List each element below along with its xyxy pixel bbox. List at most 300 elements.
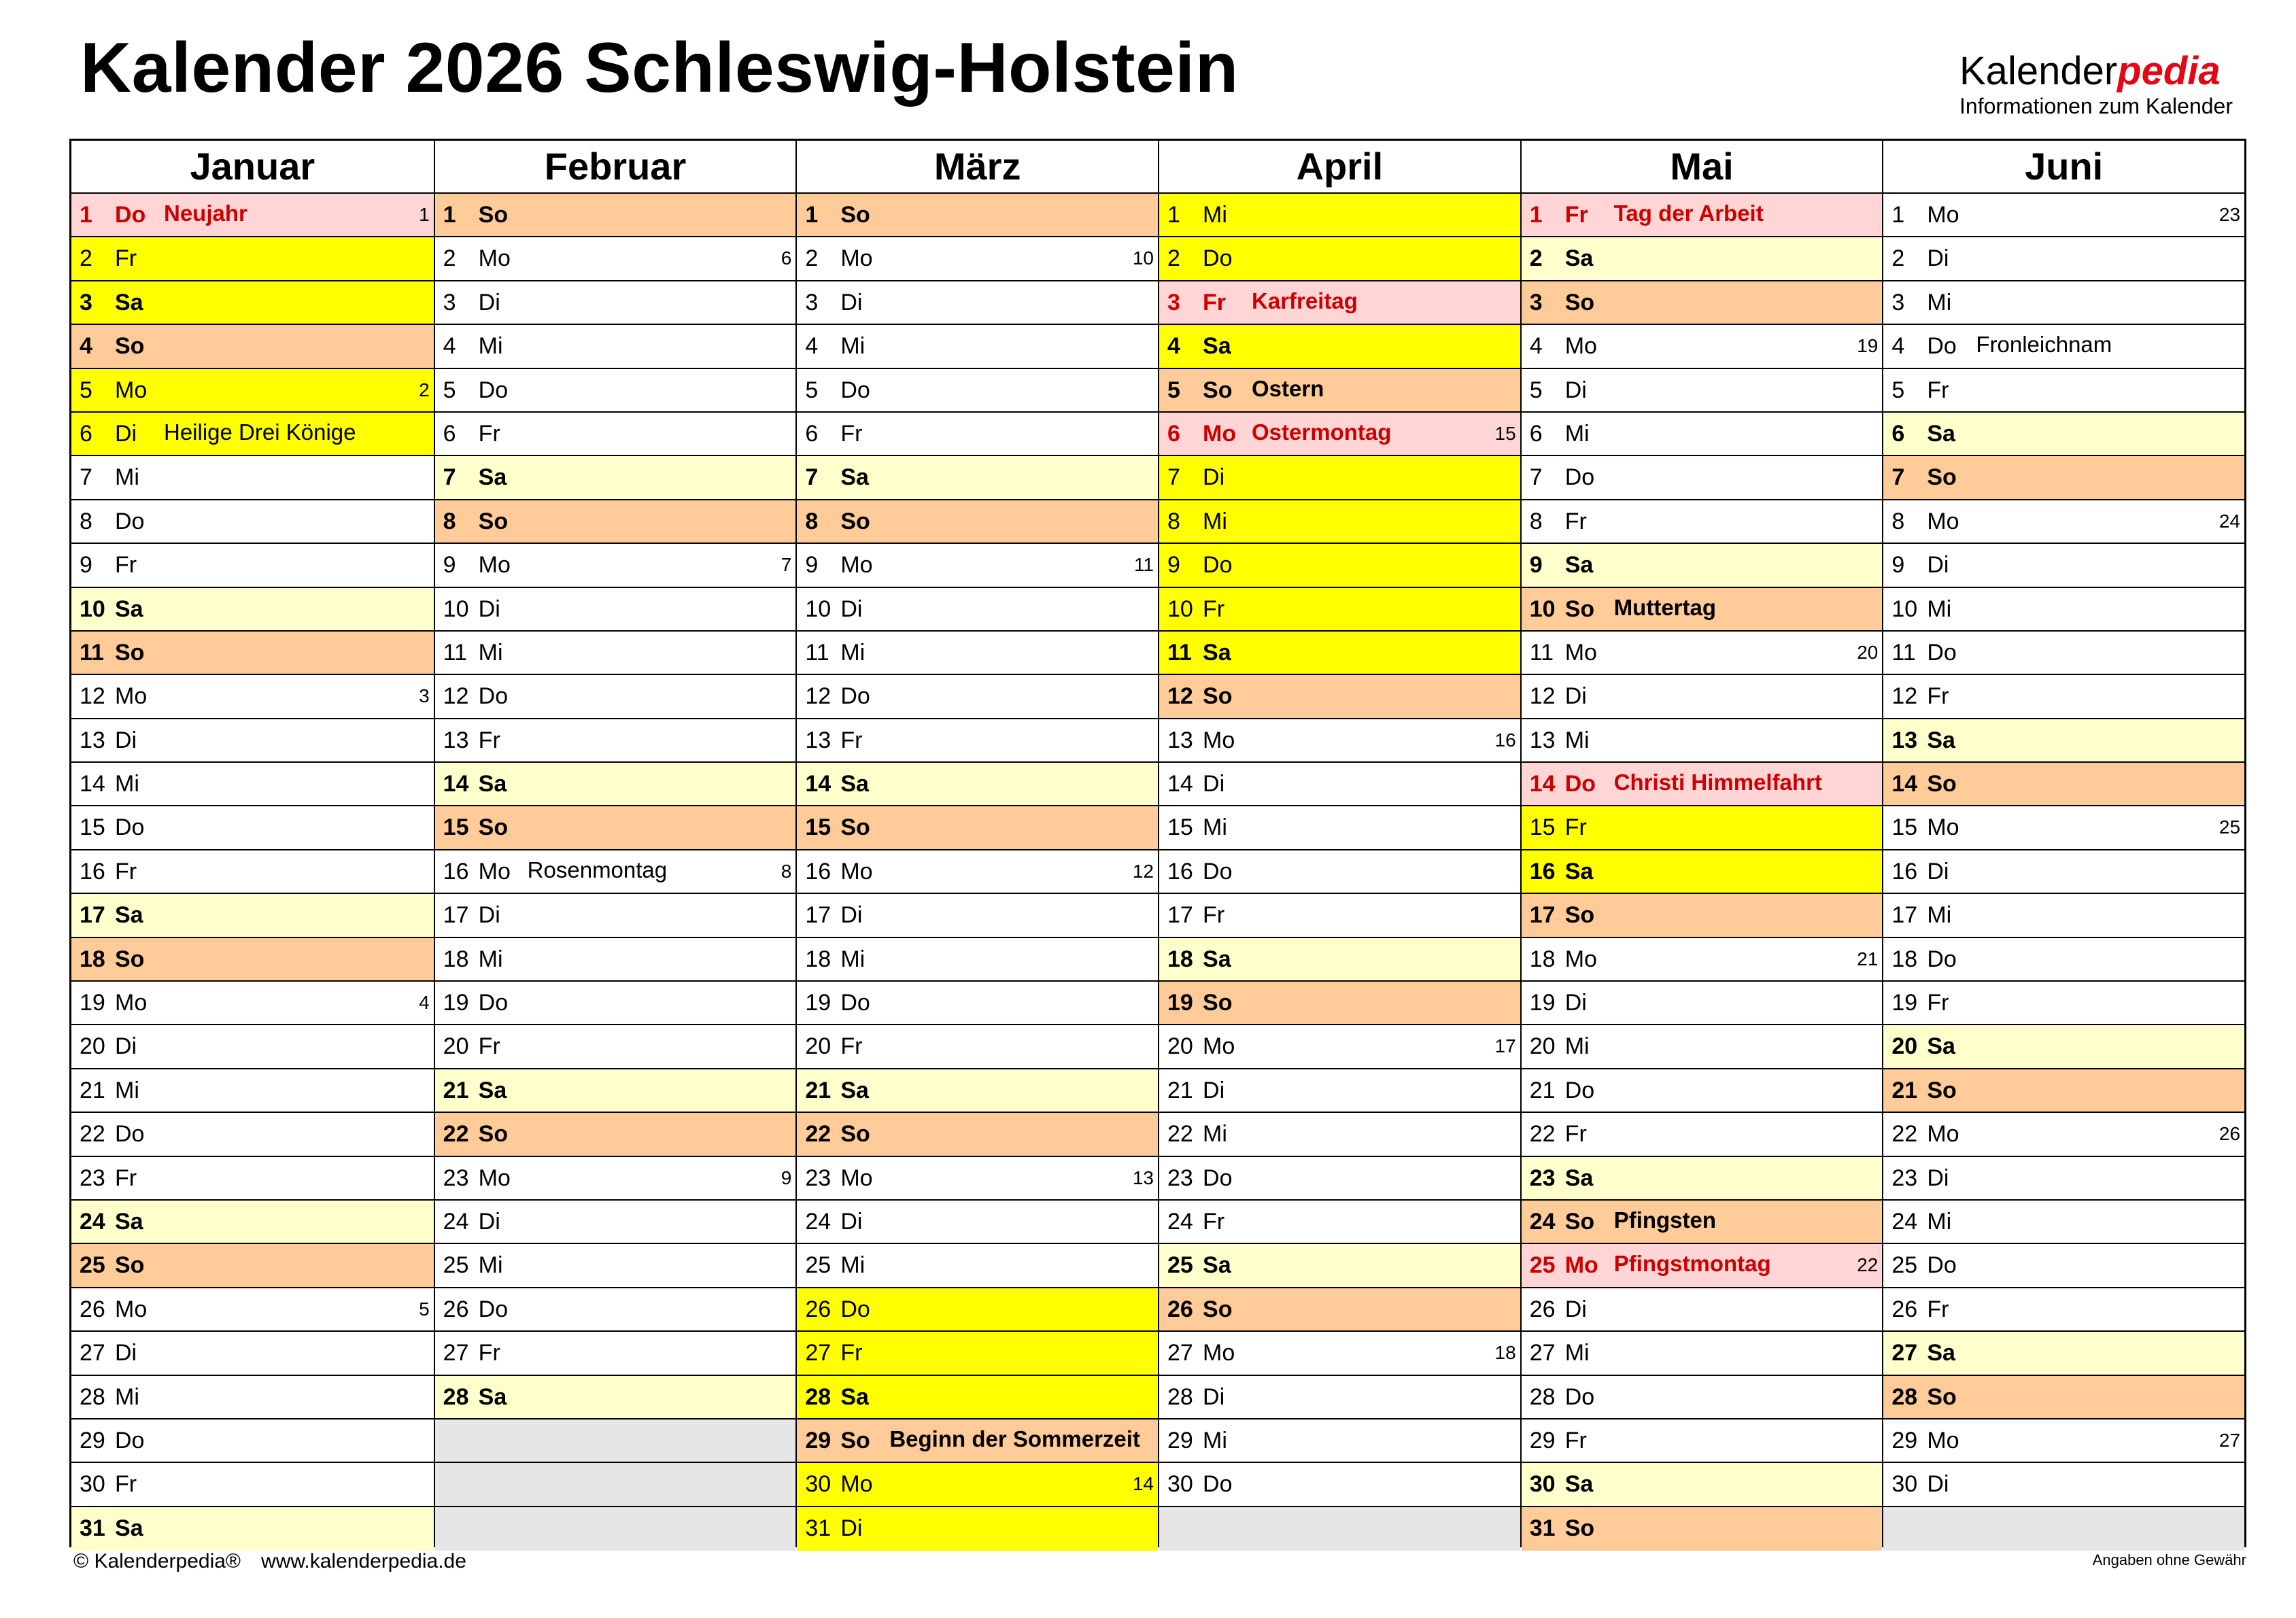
day-cell[interactable] <box>1159 632 1520 675</box>
day-cell[interactable] <box>1522 413 1883 456</box>
day-number: 19 <box>443 990 469 1016</box>
day-cell[interactable] <box>797 281 1158 325</box>
day-cell[interactable] <box>1883 1332 2244 1375</box>
weekday-label: Di <box>478 596 500 622</box>
day-number: 22 <box>1891 1121 1918 1148</box>
day-cell[interactable] <box>1883 938 2244 982</box>
day-cell[interactable] <box>71 456 434 500</box>
day-cell[interactable] <box>71 281 434 325</box>
day-cell[interactable] <box>1159 938 1520 982</box>
day-cell[interactable] <box>435 281 796 325</box>
day-cell[interactable] <box>1883 850 2244 894</box>
day-number: 4 <box>1529 333 1543 360</box>
weekday-label: Di <box>1564 683 1587 710</box>
day-cell[interactable] <box>71 1332 434 1375</box>
day-cell[interactable] <box>1159 982 1520 1025</box>
day-cell[interactable] <box>1883 1157 2244 1201</box>
day-cell[interactable] <box>1883 413 2244 456</box>
weekday-label: So <box>1564 289 1595 315</box>
day-cell[interactable] <box>71 1113 434 1156</box>
weekday-label: Mo <box>478 552 511 579</box>
weekday-label: Di <box>1927 858 1949 884</box>
day-cell[interactable] <box>1159 237 1520 281</box>
day-cell[interactable] <box>797 1288 1158 1332</box>
weekday-label: Di <box>478 289 500 315</box>
day-cell[interactable] <box>435 413 796 456</box>
day-cell[interactable] <box>797 632 1158 675</box>
day-cell[interactable] <box>1883 894 2244 937</box>
day-cell[interactable] <box>71 675 434 719</box>
day-cell[interactable] <box>1883 1069 2244 1113</box>
day-cell[interactable] <box>71 938 434 982</box>
month-header: Mai <box>1522 141 1883 194</box>
day-cell[interactable] <box>71 1201 434 1244</box>
day-cell[interactable] <box>1522 938 1883 982</box>
day-cell[interactable] <box>1522 632 1883 675</box>
day-cell[interactable] <box>797 1507 1158 1551</box>
day-cell[interactable] <box>71 500 434 544</box>
day-cell[interactable] <box>435 1025 796 1069</box>
weekday-label: Fr <box>1203 902 1225 929</box>
weekday-label: Sa <box>1564 1471 1594 1498</box>
day-cell[interactable] <box>1522 281 1883 325</box>
weekday-label: Do <box>1927 946 1957 972</box>
day-cell[interactable] <box>1159 850 1520 894</box>
day-number: 31 <box>1529 1515 1556 1541</box>
day-cell[interactable] <box>435 237 796 281</box>
day-cell[interactable] <box>1522 1332 1883 1375</box>
weekday-label: So <box>1203 990 1233 1016</box>
day-number: 16 <box>443 858 469 884</box>
event-label: Ostern <box>1252 375 1324 401</box>
day-number: 22 <box>80 1121 105 1148</box>
day-number: 27 <box>1167 1340 1193 1366</box>
day-number: 30 <box>80 1471 105 1498</box>
day-cell[interactable] <box>71 237 434 281</box>
day-number: 29 <box>805 1427 832 1453</box>
brand-name-part2: pedia <box>2117 49 2221 93</box>
day-cell[interactable] <box>71 1288 434 1332</box>
brand-logo[interactable] <box>1959 49 2233 118</box>
day-number: 11 <box>1891 639 1916 666</box>
day-cell[interactable] <box>71 894 434 937</box>
day-cell[interactable] <box>435 982 796 1025</box>
weekday-label: Fr <box>115 245 137 272</box>
day-cell[interactable] <box>1159 1113 1520 1156</box>
day-cell[interactable] <box>1883 544 2244 587</box>
day-cell[interactable] <box>1522 237 1883 281</box>
day-number: 6 <box>805 420 819 447</box>
day-cell[interactable] <box>1159 281 1520 325</box>
day-number: 30 <box>1529 1471 1556 1498</box>
day-cell[interactable] <box>1159 1332 1520 1375</box>
day-cell[interactable] <box>797 1113 1158 1156</box>
event-label: Pfingstmontag <box>1613 1251 1771 1277</box>
weekday-label: Mo <box>1927 508 1959 534</box>
day-cell[interactable] <box>1883 588 2244 632</box>
day-number: 15 <box>805 814 832 841</box>
day-cell[interactable] <box>1883 719 2244 763</box>
day-cell[interactable] <box>1522 1069 1883 1113</box>
day-cell[interactable] <box>1522 1025 1883 1069</box>
day-cell[interactable] <box>797 763 1158 806</box>
day-cell[interactable] <box>71 1419 434 1463</box>
day-cell[interactable] <box>1883 1201 2244 1244</box>
weekday-label: Do <box>115 1427 145 1453</box>
day-cell[interactable] <box>1159 763 1520 806</box>
day-cell[interactable] <box>1522 588 1883 632</box>
week-number: 15 <box>1494 422 1516 444</box>
day-cell[interactable] <box>1159 1201 1520 1244</box>
day-cell[interactable] <box>71 719 434 763</box>
day-cell[interactable] <box>1883 281 2244 325</box>
day-cell[interactable] <box>1159 456 1520 500</box>
day-cell[interactable] <box>435 719 796 763</box>
day-number: 25 <box>443 1252 469 1279</box>
day-cell[interactable] <box>1522 1201 1883 1244</box>
day-number: 3 <box>443 289 456 315</box>
day-number: 24 <box>805 1208 832 1235</box>
day-cell[interactable] <box>1522 456 1883 500</box>
day-cell[interactable] <box>435 894 796 937</box>
day-number: 23 <box>1529 1165 1556 1191</box>
day-cell[interactable] <box>1883 1288 2244 1332</box>
day-cell[interactable] <box>1522 806 1883 850</box>
day-cell[interactable] <box>797 719 1158 763</box>
day-cell[interactable] <box>1159 1463 1520 1507</box>
day-cell[interactable] <box>797 1201 1158 1244</box>
day-cell[interactable] <box>1522 719 1883 763</box>
week-number: 9 <box>781 1167 792 1188</box>
day-number: 14 <box>805 771 832 797</box>
day-cell[interactable] <box>435 1069 796 1113</box>
day-cell[interactable] <box>797 369 1158 413</box>
day-cell[interactable] <box>1883 325 2244 368</box>
day-cell[interactable] <box>797 500 1158 544</box>
day-cell[interactable] <box>1522 894 1883 937</box>
day-cell[interactable] <box>1159 1025 1520 1069</box>
day-number: 18 <box>443 946 469 972</box>
day-cell[interactable] <box>435 544 796 587</box>
day-cell[interactable] <box>797 894 1158 937</box>
day-cell[interactable] <box>1522 1288 1883 1332</box>
day-cell[interactable] <box>435 588 796 632</box>
day-cell[interactable] <box>71 850 434 894</box>
day-number: 28 <box>1891 1383 1918 1410</box>
day-number: 24 <box>443 1208 469 1235</box>
day-cell[interactable] <box>797 850 1158 894</box>
weekday-label: Mo <box>1564 333 1597 360</box>
day-number: 17 <box>805 902 832 929</box>
day-cell[interactable] <box>71 1069 434 1113</box>
day-cell[interactable] <box>1883 1463 2244 1507</box>
day-number: 14 <box>80 771 105 797</box>
day-cell[interactable] <box>435 456 796 500</box>
day-cell[interactable] <box>1883 1376 2244 1419</box>
day-cell[interactable] <box>1159 194 1520 237</box>
day-cell[interactable] <box>435 806 796 850</box>
day-cell[interactable] <box>797 1376 1158 1419</box>
weekday-label: Di <box>1203 771 1225 797</box>
event-label: Pfingsten <box>1613 1207 1717 1233</box>
weekday-label: Mo <box>840 245 873 272</box>
day-cell[interactable] <box>435 500 796 544</box>
day-cell[interactable] <box>797 806 1158 850</box>
day-cell[interactable] <box>1883 369 2244 413</box>
weekday-label: Mo <box>1927 202 1959 228</box>
day-cell[interactable] <box>1522 500 1883 544</box>
weekday-label: Sa <box>115 289 143 315</box>
day-cell[interactable] <box>71 325 434 368</box>
day-number: 9 <box>1891 552 1905 579</box>
day-cell[interactable] <box>1522 369 1883 413</box>
day-cell[interactable] <box>1883 1113 2244 1156</box>
day-number: 16 <box>1891 858 1918 884</box>
day-cell[interactable] <box>1522 544 1883 587</box>
day-cell[interactable] <box>1159 588 1520 632</box>
day-cell[interactable] <box>797 456 1158 500</box>
day-cell[interactable] <box>1883 763 2244 806</box>
day-number: 13 <box>1891 727 1918 753</box>
day-cell[interactable] <box>797 544 1158 587</box>
day-cell[interactable] <box>435 1157 796 1201</box>
day-cell[interactable] <box>797 1332 1158 1375</box>
day-cell[interactable] <box>1883 806 2244 850</box>
day-cell[interactable] <box>1883 237 2244 281</box>
empty-day-cell <box>435 1507 796 1551</box>
day-number: 26 <box>1891 1296 1918 1322</box>
day-cell[interactable] <box>1883 632 2244 675</box>
day-number: 7 <box>443 464 456 491</box>
day-cell[interactable] <box>1883 456 2244 500</box>
footer-url-link[interactable]: www.kalenderpedia.de <box>261 1550 466 1572</box>
day-number: 16 <box>1529 858 1556 884</box>
day-number: 25 <box>1529 1252 1556 1279</box>
day-cell[interactable] <box>71 413 434 456</box>
day-cell[interactable] <box>1159 369 1520 413</box>
day-cell[interactable] <box>797 413 1158 456</box>
day-cell[interactable] <box>1159 719 1520 763</box>
day-cell[interactable] <box>1883 1419 2244 1463</box>
day-cell[interactable] <box>797 237 1158 281</box>
week-number: 11 <box>1133 554 1154 576</box>
day-cell[interactable] <box>797 1419 1158 1463</box>
week-number: 13 <box>1132 1167 1154 1188</box>
day-cell[interactable] <box>797 938 1158 982</box>
day-number: 26 <box>443 1296 469 1322</box>
day-number: 12 <box>1529 683 1556 710</box>
day-cell[interactable] <box>435 194 796 237</box>
day-cell[interactable] <box>1522 1157 1883 1201</box>
weekday-label: Sa <box>840 464 869 491</box>
day-cell[interactable] <box>1522 1507 1883 1551</box>
day-cell[interactable] <box>1159 1069 1520 1113</box>
day-cell[interactable] <box>797 675 1158 719</box>
weekday-label: So <box>1203 683 1233 710</box>
day-number: 7 <box>1167 464 1180 491</box>
day-cell[interactable] <box>435 850 796 894</box>
day-number: 8 <box>443 508 456 534</box>
weekday-label: Sa <box>840 1077 869 1103</box>
day-cell[interactable] <box>1522 325 1883 368</box>
day-number: 3 <box>80 289 92 315</box>
day-cell[interactable] <box>1159 544 1520 587</box>
day-cell[interactable] <box>71 1157 434 1201</box>
week-number: 25 <box>2218 816 2241 838</box>
day-cell[interactable] <box>435 325 796 368</box>
day-cell[interactable] <box>1522 675 1883 719</box>
day-number: 15 <box>1891 814 1918 841</box>
day-number: 27 <box>80 1340 105 1366</box>
day-cell[interactable] <box>1159 1157 1520 1201</box>
day-number: 28 <box>805 1383 832 1410</box>
day-cell[interactable] <box>797 1025 1158 1069</box>
day-number: 8 <box>805 508 819 534</box>
day-number: 17 <box>1529 902 1556 929</box>
day-cell[interactable] <box>435 1244 796 1288</box>
day-cell[interactable] <box>1159 1288 1520 1332</box>
weekday-label: Mi <box>1564 727 1590 753</box>
weekday-label: So <box>1203 1296 1233 1322</box>
day-number: 13 <box>1167 727 1193 753</box>
day-cell[interactable] <box>435 938 796 982</box>
day-number: 9 <box>1529 552 1543 579</box>
day-cell[interactable] <box>71 982 434 1025</box>
day-cell[interactable] <box>1159 806 1520 850</box>
day-number: 23 <box>80 1165 105 1191</box>
day-cell[interactable] <box>1522 1463 1883 1507</box>
day-number: 16 <box>80 858 105 884</box>
weekday-label: So <box>115 639 145 666</box>
day-cell[interactable] <box>435 1288 796 1332</box>
week-number: 6 <box>781 247 792 269</box>
day-cell[interactable] <box>1522 1376 1883 1419</box>
day-cell[interactable] <box>435 1201 796 1244</box>
day-number: 22 <box>1529 1121 1556 1148</box>
day-cell[interactable] <box>435 763 796 806</box>
day-cell[interactable] <box>1159 325 1520 368</box>
day-cell[interactable] <box>1522 763 1883 806</box>
weekday-label: So <box>478 202 509 228</box>
weekday-label: Di <box>840 1515 863 1541</box>
weekday-label: Sa <box>840 1383 869 1410</box>
weekday-label: Mo <box>1203 1033 1235 1060</box>
weekday-label: Do <box>1564 1383 1595 1410</box>
day-cell[interactable] <box>71 369 434 413</box>
event-label: Fronleichnam <box>1976 332 2112 358</box>
weekday-label: Do <box>1203 1165 1233 1191</box>
day-cell[interactable] <box>1883 194 2244 237</box>
footer-copyright: © Kalenderpedia® <box>73 1550 241 1572</box>
day-number: 13 <box>80 727 105 753</box>
day-number: 15 <box>443 814 469 841</box>
day-cell[interactable] <box>1522 982 1883 1025</box>
day-cell[interactable] <box>1522 1244 1883 1288</box>
day-cell[interactable] <box>797 1244 1158 1288</box>
day-cell[interactable] <box>797 325 1158 368</box>
day-number: 28 <box>1529 1383 1556 1410</box>
day-cell[interactable] <box>1159 1419 1520 1463</box>
day-cell[interactable] <box>1159 894 1520 937</box>
day-number: 11 <box>1529 639 1554 666</box>
day-cell[interactable] <box>435 675 796 719</box>
day-cell[interactable] <box>1883 675 2244 719</box>
day-number: 20 <box>443 1033 469 1060</box>
day-cell[interactable] <box>797 588 1158 632</box>
weekday-label: Do <box>1927 1252 1957 1279</box>
week-number: 23 <box>2218 204 2241 225</box>
day-number: 4 <box>1891 333 1905 360</box>
day-cell[interactable] <box>435 1376 796 1419</box>
day-cell[interactable] <box>1522 850 1883 894</box>
weekday-label: Sa <box>478 1383 507 1410</box>
day-number: 27 <box>443 1340 469 1366</box>
day-cell[interactable] <box>71 1507 434 1551</box>
day-cell[interactable] <box>1522 1113 1883 1156</box>
day-cell[interactable] <box>1159 1244 1520 1288</box>
day-cell[interactable] <box>797 1069 1158 1113</box>
day-cell[interactable] <box>797 194 1158 237</box>
day-cell[interactable] <box>71 1025 434 1069</box>
day-number: 30 <box>1167 1471 1193 1498</box>
day-cell[interactable] <box>435 1332 796 1375</box>
day-cell[interactable] <box>71 806 434 850</box>
day-cell[interactable] <box>71 763 434 806</box>
event-label: Karfreitag <box>1252 288 1358 313</box>
day-number: 17 <box>1167 902 1193 929</box>
weekday-label: So <box>115 1252 145 1279</box>
weekday-label: Do <box>1203 552 1233 579</box>
day-cell[interactable] <box>1883 500 2244 544</box>
day-cell[interactable] <box>1522 1419 1883 1463</box>
day-cell[interactable] <box>71 632 434 675</box>
day-cell[interactable] <box>71 194 434 237</box>
week-number: 14 <box>1132 1473 1154 1495</box>
event-label: Heilige Drei Könige <box>164 419 356 445</box>
day-cell[interactable] <box>1522 194 1883 237</box>
day-cell[interactable] <box>71 588 434 632</box>
day-number: 1 <box>1891 202 1905 228</box>
day-cell[interactable] <box>1159 500 1520 544</box>
day-cell[interactable] <box>1159 675 1520 719</box>
weekday-label: Mi <box>478 1252 503 1279</box>
day-cell[interactable] <box>1159 1376 1520 1419</box>
day-cell[interactable] <box>435 369 796 413</box>
day-cell[interactable] <box>1883 982 2244 1025</box>
day-cell[interactable] <box>71 544 434 587</box>
day-cell[interactable] <box>1883 1025 2244 1069</box>
day-cell[interactable] <box>71 1463 434 1507</box>
weekday-label: Fr <box>1203 289 1227 315</box>
weekday-label: Mi <box>1927 1208 1952 1235</box>
day-cell[interactable] <box>797 1463 1158 1507</box>
month-column <box>71 141 434 1545</box>
day-cell[interactable] <box>1883 1244 2244 1288</box>
weekday-label: Fr <box>1203 596 1225 622</box>
week-number: 1 <box>419 204 430 225</box>
footer-left <box>73 1550 466 1573</box>
day-cell[interactable] <box>797 1157 1158 1201</box>
day-cell[interactable] <box>1159 413 1520 456</box>
day-cell[interactable] <box>435 1113 796 1156</box>
weekday-label: Do <box>1203 858 1233 884</box>
day-number: 25 <box>1891 1252 1918 1279</box>
week-number: 7 <box>781 554 792 576</box>
day-cell[interactable] <box>71 1376 434 1419</box>
day-cell[interactable] <box>435 632 796 675</box>
day-cell[interactable] <box>71 1244 434 1288</box>
day-cell[interactable] <box>797 982 1158 1025</box>
